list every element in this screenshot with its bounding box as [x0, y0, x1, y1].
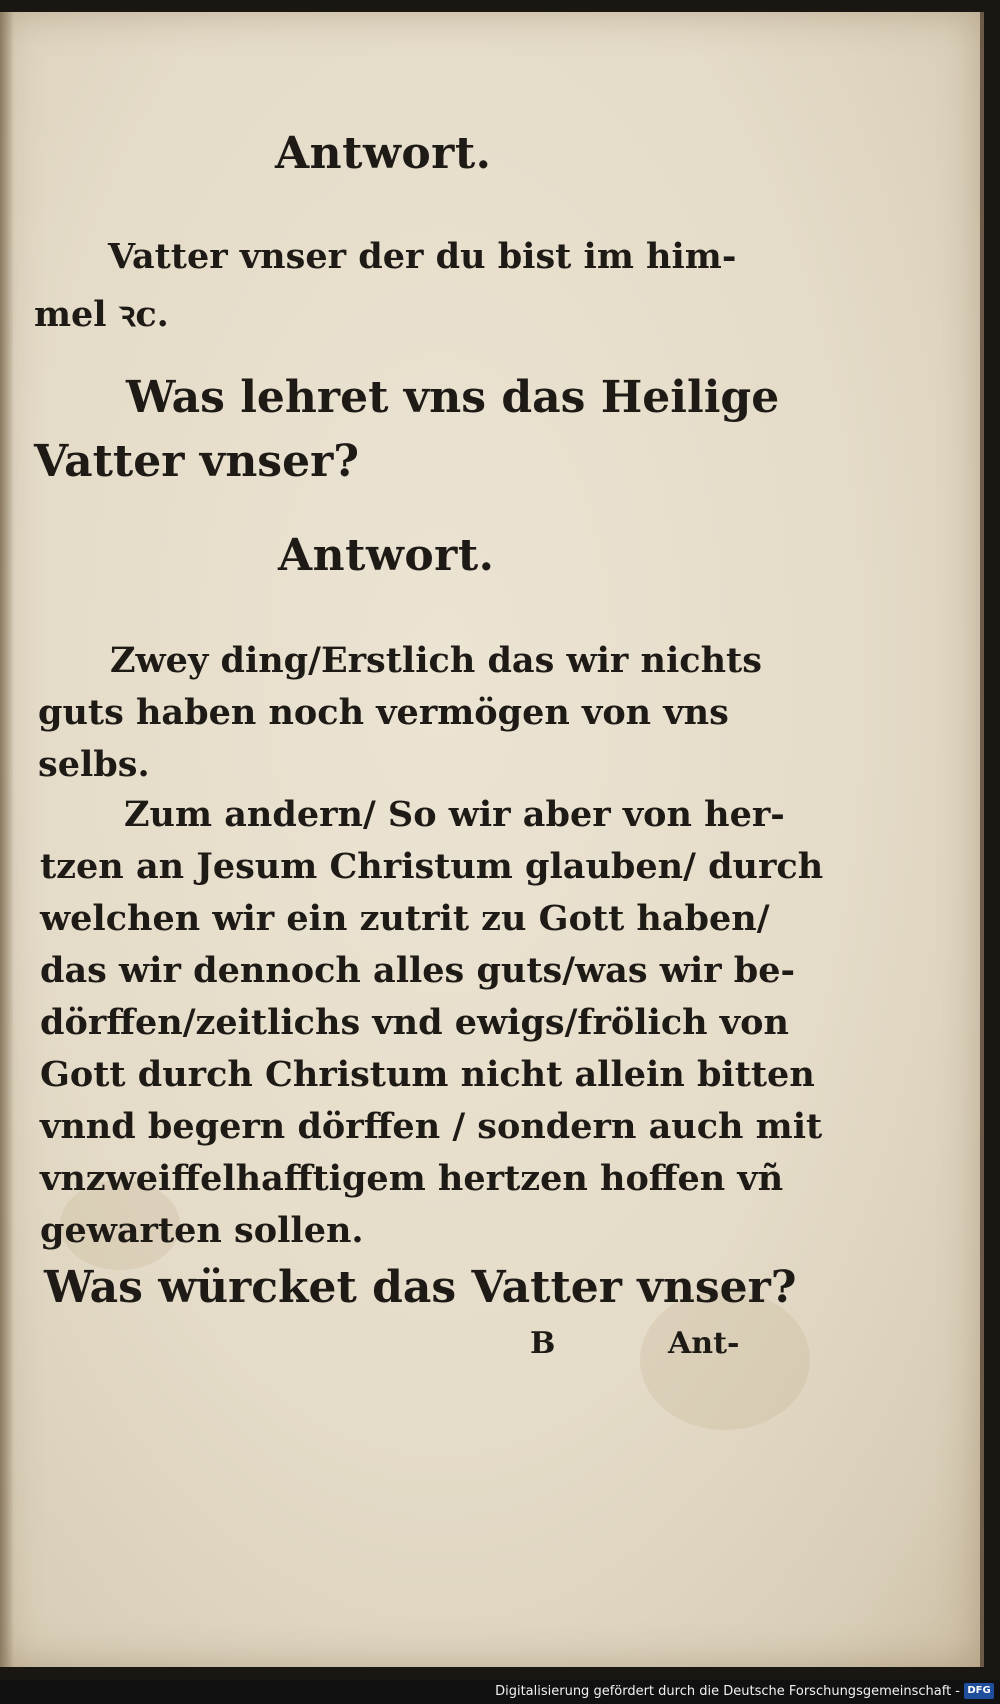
- answer-1-line-1: Vatter vnser der du bist im him-: [108, 236, 737, 277]
- digitization-credit: Digitalisierung gefördert durch die Deutsche Forschungsgemeinschaft -: [495, 1684, 960, 1699]
- catchword: Ant-: [668, 1326, 740, 1361]
- answer-heading-2: Antwort.: [278, 530, 495, 581]
- answer-1-line-2: mel ꝛc.: [34, 294, 169, 335]
- answer-2-line-12: gewarten sollen.: [40, 1210, 364, 1251]
- dfg-logo: DFG: [964, 1683, 994, 1699]
- answer-2-line-7: das wir dennoch alles guts/was wir be-: [40, 950, 796, 991]
- question-1-line-1: Was lehret vns das Heilige: [126, 372, 780, 423]
- answer-2-line-8: dörffen/zeitlichs vnd ewigs/frölich von: [40, 1002, 789, 1043]
- answer-heading-1: Antwort.: [275, 128, 492, 179]
- answer-2-line-10: vnnd begern dörffen / sondern auch mit: [40, 1106, 823, 1147]
- answer-2-line-4: Zum andern/ So wir aber von her-: [124, 794, 785, 835]
- answer-2-line-5: tzen an Jesum Christum glauben/ durch: [40, 846, 824, 887]
- answer-2-line-2: guts haben noch vermögen von vns: [38, 692, 729, 733]
- signature-mark: B: [530, 1326, 556, 1361]
- page-binding-shadow: [0, 12, 14, 1667]
- answer-2-line-1: Zwey ding/Erstlich das wir nichts: [110, 640, 762, 681]
- answer-2-line-3: selbs.: [38, 744, 150, 785]
- question-2: Was würcket das Vatter vnser?: [44, 1262, 797, 1313]
- answer-2-line-11: vnzweiffelhafftigem hertzen hoffen vñ: [40, 1158, 784, 1199]
- answer-2-line-9: Gott durch Christum nicht allein bitten: [40, 1054, 815, 1095]
- answer-2-line-6: welchen wir ein zutrit zu Gott haben/: [40, 898, 770, 939]
- question-1-line-2: Vatter vnser?: [34, 436, 360, 487]
